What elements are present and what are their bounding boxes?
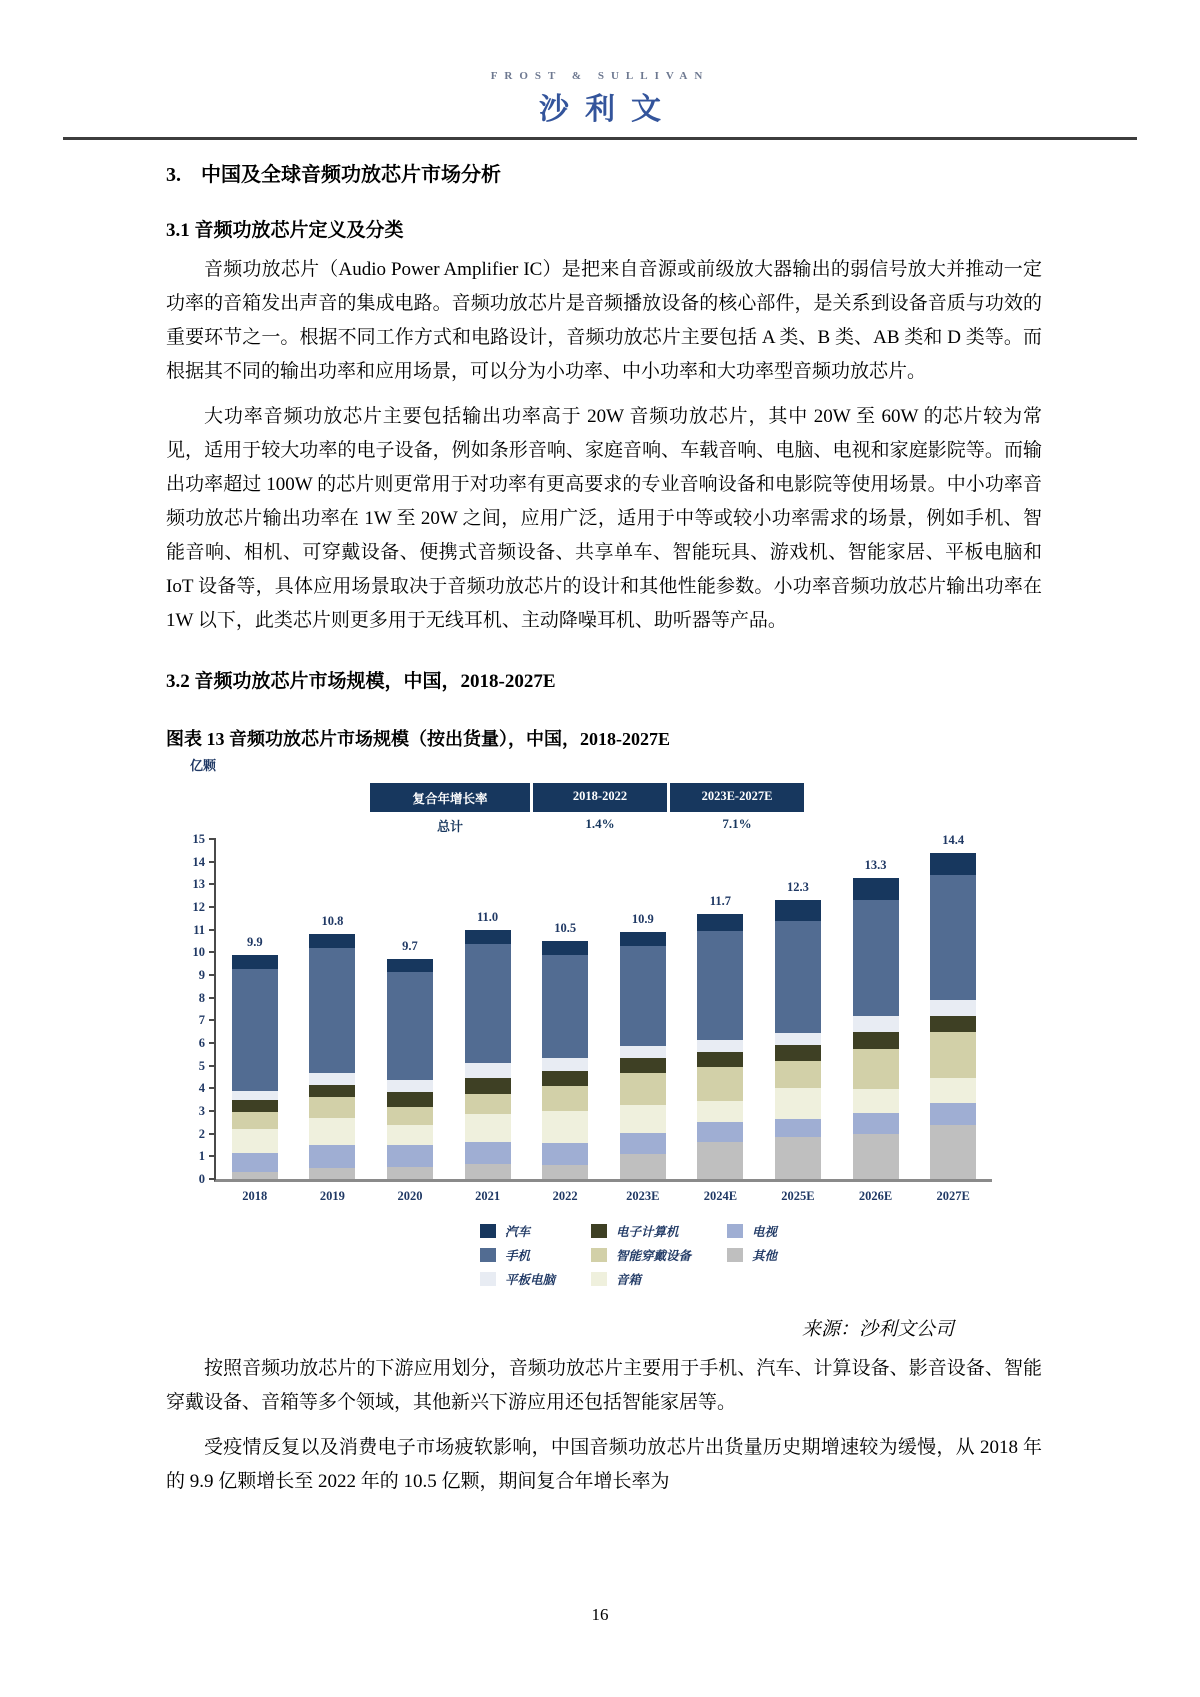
bar-segment-其他: [930, 1125, 976, 1179]
y-tick-label-1: 1: [198, 1149, 205, 1164]
stacked-bar-2019: [309, 934, 355, 1179]
cagr-table: [370, 783, 804, 835]
y-tick-mark: [209, 906, 216, 908]
legend-swatch-其他: [727, 1248, 743, 1262]
bar-2019: [294, 839, 372, 1179]
bar-total-label: 10.5: [554, 921, 577, 935]
bar-segment-电子计算机: [542, 1071, 588, 1086]
bar-segment-智能穿戴设备: [387, 1107, 433, 1125]
stacked-bar-2027E: [930, 853, 976, 1179]
bar-segment-其他: [465, 1164, 511, 1179]
bar-segment-其他: [620, 1154, 666, 1179]
y-tick-label-11: 11: [193, 922, 205, 937]
x-tick-label-2018: 2018: [242, 1189, 268, 1203]
bar-segment-音箱: [309, 1118, 355, 1145]
y-tick-label-2: 2: [198, 1126, 205, 1141]
y-tick-label-6: 6: [198, 1036, 205, 1050]
logo-main-text: 沙利文: [539, 93, 677, 126]
bar-segment-其他: [697, 1142, 743, 1179]
cagr-value-2023e-2027e: 7.1%: [722, 816, 752, 831]
page-number: 16: [591, 1605, 609, 1624]
bar-segment-汽车: [853, 878, 899, 901]
legend-label: 智能穿戴设备: [616, 1249, 692, 1263]
bar-segment-手机: [542, 955, 588, 1058]
legend-item-电视: [727, 1222, 777, 1240]
bar-segment-电视: [853, 1113, 899, 1133]
bar-2020: [371, 839, 449, 1179]
x-tick-label-2024E: 2024E: [703, 1189, 738, 1203]
y-tick-label-4: 4: [198, 1081, 205, 1096]
y-tick-label-9: 9: [198, 968, 205, 982]
page-content: [166, 158, 1042, 1499]
y-axis-unit-label: 亿颗: [190, 758, 217, 773]
bar-segment-电子计算机: [775, 1045, 821, 1061]
bar-segment-汽车: [620, 932, 666, 946]
bar-segment-电子计算机: [232, 1100, 278, 1112]
figure-title: 图表 13 音频功放芯片市场规模（按出货量），中国，2018-2027E: [166, 729, 670, 749]
stacked-bar-2020: [387, 959, 433, 1179]
legend-swatch-平板电脑: [480, 1272, 496, 1286]
legend-label: 汽车: [505, 1225, 531, 1239]
bar-segment-电子计算机: [930, 1016, 976, 1032]
paragraph-growth: 受疫情反复以及消费电子市场疲软影响，中国音频功放芯片出货量历史期增速较为缓慢，从 2018 年的 9.9 亿颗增长至 2022 年的 10.5 亿颗，期间复合年增长率为: [166, 1437, 1042, 1492]
legend-item-其他: [727, 1246, 777, 1264]
legend-label: 手机: [505, 1249, 531, 1263]
bar-segment-平板电脑: [853, 1016, 899, 1032]
y-tick-label-5: 5: [198, 1058, 205, 1073]
bar-segment-电视: [775, 1119, 821, 1137]
y-tick-mark: [209, 1110, 216, 1112]
bar-segment-手机: [309, 948, 355, 1073]
legend-swatch-音箱: [591, 1272, 607, 1286]
y-tick-label-14: 14: [192, 854, 205, 869]
bar-total-label: 11.7: [709, 893, 731, 908]
bar-segment-其他: [775, 1137, 821, 1179]
x-tick-label-2019: 2019: [319, 1189, 345, 1203]
source-note: 来源：沙利文公司: [801, 1319, 954, 1340]
y-tick-mark: [209, 1065, 216, 1067]
bar-segment-其他: [387, 1167, 433, 1179]
chart-legend: [480, 1222, 777, 1288]
cagr-header-row: [370, 783, 804, 812]
bar-segment-平板电脑: [465, 1063, 511, 1078]
x-axis-labels: [216, 1189, 992, 1204]
y-tick-label-12: 12: [192, 900, 205, 914]
bar-segment-手机: [853, 900, 899, 1016]
stacked-bar-2025E: [775, 900, 821, 1179]
plot-area: [214, 832, 992, 1182]
stacked-bar-2021: [465, 930, 511, 1179]
bar-2027E: [914, 832, 992, 1179]
y-tick-label-7: 7: [198, 1013, 205, 1028]
bar-segment-汽车: [387, 959, 433, 971]
legend-item-智能穿戴设备: [591, 1246, 691, 1264]
bar-segment-手机: [697, 931, 743, 1040]
x-tick-label-2022: 2022: [552, 1189, 578, 1203]
bar-segment-音箱: [775, 1088, 821, 1119]
bar-total-label: 11.0: [476, 909, 499, 924]
bar-segment-其他: [853, 1134, 899, 1179]
bar-segment-汽车: [542, 941, 588, 955]
bar-segment-智能穿戴设备: [465, 1094, 511, 1114]
bar-segment-电视: [620, 1133, 666, 1155]
bar-segment-电子计算机: [465, 1078, 511, 1094]
legend-label: 其他: [752, 1249, 778, 1263]
legend-item-汽车: [480, 1222, 555, 1240]
frost-sullivan-logo: [0, 70, 1200, 128]
bar-segment-电子计算机: [697, 1052, 743, 1067]
bar-segment-音箱: [465, 1114, 511, 1141]
bar-segment-智能穿戴设备: [309, 1097, 355, 1117]
subsection-title-market-size: 3.2 音频功放芯片市场规模，中国，2018-2027E: [166, 671, 556, 692]
legend-swatch-手机: [480, 1248, 496, 1262]
market-size-chart: [180, 751, 992, 1288]
legend-swatch-智能穿戴设备: [591, 1248, 607, 1262]
bar-segment-手机: [620, 946, 666, 1047]
legend-item-电子计算机: [591, 1222, 691, 1240]
bar-segment-电视: [387, 1145, 433, 1167]
y-tick-mark: [209, 951, 216, 953]
y-tick-mark: [209, 1019, 216, 1021]
bar-segment-手机: [232, 969, 278, 1090]
bar-segment-智能穿戴设备: [930, 1032, 976, 1078]
bar-segment-手机: [775, 921, 821, 1033]
stacked-bar-2023E: [620, 932, 666, 1179]
bar-2026E: [837, 839, 915, 1179]
y-tick-label-10: 10: [192, 945, 205, 960]
bar-2018: [216, 839, 294, 1179]
cagr-row-label: 总计: [436, 819, 463, 834]
bar-2021: [449, 839, 527, 1179]
legend-item-音箱: [591, 1270, 691, 1288]
bar-segment-电视: [309, 1145, 355, 1168]
bar-segment-平板电脑: [309, 1073, 355, 1085]
legend-label: 电视: [752, 1225, 778, 1239]
y-tick-mark: [209, 929, 216, 931]
bar-segment-智能穿戴设备: [853, 1049, 899, 1090]
bar-2024E: [682, 839, 760, 1179]
plot-row: [180, 832, 992, 1186]
bar-total-label: 12.3: [787, 880, 809, 895]
bar-segment-音箱: [387, 1125, 433, 1145]
bar-segment-电视: [465, 1142, 511, 1165]
bar-segment-汽车: [697, 914, 743, 931]
bar-segment-电子计算机: [620, 1058, 666, 1073]
bar-segment-汽车: [309, 934, 355, 948]
bar-segment-智能穿戴设备: [232, 1112, 278, 1129]
y-tick-mark: [209, 1042, 216, 1044]
bar-segment-电视: [930, 1103, 976, 1125]
subsection-title-definition: 3.1 音频功放芯片定义及分类: [166, 220, 404, 241]
y-tick-mark: [209, 1155, 216, 1157]
bar-segment-智能穿戴设备: [620, 1073, 666, 1106]
bar-segment-平板电脑: [387, 1080, 433, 1091]
y-tick-label-8: 8: [198, 990, 205, 1005]
paragraph-definition-2: 大功率音频功放芯片主要包括输出功率高于 20W 音频功放芯片，其中 20W 至 60W 的芯片较为常见，适用于较大功率的电子设备，例如条形音响、家庭音响、车载音响、电脑、电视和家庭影院等。而输出功率超过 100W 的芯片则更常用于对功率有更高要求的专业音响设备和电影院等使用场景。中小功率音频功放芯片输出功率在 1W 至 20W 之间，应用广泛，适用于中等或较小功率需求的场景，例如手机、智能音响、相机、可穿戴设备、便携式音频设备、共享单车、智能玩具、游戏机、智能家居、平板电脑和 IoT 设备等，具体应用场景取决于音频功放芯片的设计和其他性能参数。小功率音频功放芯片输出功率在 1W 以下，此类芯片则更多用于无线耳机、主动降噪耳机、助听器等产品。: [166, 406, 1042, 631]
legend-swatch-电子计算机: [591, 1224, 607, 1238]
x-tick-label-2026E: 2026E: [858, 1189, 893, 1203]
bar-segment-电子计算机: [387, 1092, 433, 1107]
bar-segment-音箱: [542, 1111, 588, 1143]
legend-label: 音箱: [616, 1273, 642, 1287]
bar-segment-音箱: [232, 1129, 278, 1153]
x-tick-label-2021: 2021: [475, 1189, 501, 1203]
y-tick-mark: [209, 883, 216, 885]
cagr-value-2018-2022: 1.4%: [585, 816, 615, 831]
y-tick-mark: [209, 974, 216, 976]
bar-2022: [526, 839, 604, 1179]
bar-segment-手机: [465, 944, 511, 1063]
y-tick-mark: [209, 1178, 216, 1180]
bar-total-label: 10.8: [321, 914, 344, 929]
bar-segment-平板电脑: [775, 1033, 821, 1045]
x-tick-label-2025E: 2025E: [781, 1189, 815, 1203]
bar-segment-音箱: [930, 1078, 976, 1103]
y-tick-label-15: 15: [192, 832, 205, 846]
bar-segment-其他: [542, 1165, 588, 1179]
bar-segment-电视: [697, 1122, 743, 1141]
bar-total-label: 13.3: [864, 857, 887, 872]
cagr-value-row: [370, 816, 804, 835]
bar-segment-平板电脑: [697, 1040, 743, 1052]
stacked-bar-2022: [542, 941, 588, 1179]
bar-segment-汽车: [465, 930, 511, 945]
bar-segment-智能穿戴设备: [697, 1067, 743, 1101]
legend-label: 平板电脑: [505, 1273, 556, 1287]
bar-segment-电子计算机: [309, 1085, 355, 1097]
y-tick-label-0: 0: [198, 1172, 205, 1186]
y-tick-mark: [209, 861, 216, 863]
x-tick-label-2023E: 2023E: [626, 1189, 660, 1203]
y-tick-mark: [209, 997, 216, 999]
bar-segment-电视: [232, 1153, 278, 1172]
y-tick-mark: [209, 838, 216, 840]
bar-total-label: 9.7: [402, 939, 418, 954]
bar-segment-智能穿戴设备: [542, 1086, 588, 1111]
cagr-header-2023e-2027e: 2023E-2027E: [670, 783, 804, 812]
header-divider: [63, 137, 1137, 140]
legend-label: 电子计算机: [616, 1225, 679, 1239]
y-tick-mark: [209, 1133, 216, 1135]
bar-segment-音箱: [853, 1089, 899, 1113]
bar-segment-平板电脑: [930, 1000, 976, 1016]
bar-segment-汽车: [930, 853, 976, 876]
legend-swatch-汽车: [480, 1224, 496, 1238]
y-tick-label-13: 13: [192, 877, 205, 892]
y-tick-label-3: 3: [198, 1104, 205, 1118]
bar-segment-汽车: [232, 955, 278, 970]
stacked-bar-2018: [232, 955, 278, 1179]
bar-segment-汽车: [775, 900, 821, 920]
bar-total-label: 9.9: [246, 934, 263, 949]
legend-item-手机: [480, 1246, 555, 1264]
paragraph-definition-1: 音频功放芯片（Audio Power Amplifier IC）是把来自音源或前级放大器输出的弱信号放大并推动一定功率的音箱发出声音的集成电路。音频功放芯片是音频播放设备的核心部件，是关系到设备音质与功效的重要环节之一。根据不同工作方式和电路设计，音频功放芯片主要包括 A 类、B 类、AB 类和 D 类等。而根据其不同的输出功率和应用场景，可以分为小功率、中小功率和大功率型音频功放芯片。: [166, 259, 1042, 382]
document-header: [0, 0, 1200, 140]
bar-segment-电视: [542, 1143, 588, 1166]
x-tick-label-2020: 2020: [397, 1189, 423, 1203]
legend-item-平板电脑: [480, 1270, 555, 1288]
chart-header: [180, 751, 992, 839]
bar-segment-手机: [930, 875, 976, 1000]
bar-segment-手机: [387, 972, 433, 1081]
y-tick-mark: [209, 1087, 216, 1089]
bar-segment-电子计算机: [853, 1032, 899, 1049]
cagr-header-2018-2022: 2018-2022: [533, 783, 667, 812]
bar-total-label: 14.4: [942, 832, 965, 847]
bar-total-label: 10.9: [631, 911, 654, 926]
bar-segment-其他: [232, 1172, 278, 1179]
cagr-header-label: 复合年增长率: [370, 783, 530, 812]
bar-segment-其他: [309, 1168, 355, 1179]
paragraph-applications: 按照音频功放芯片的下游应用划分，音频功放芯片主要用于手机、汽车、计算设备、影音设备、智能穿戴设备、音箱等多个领域，其他新兴下游应用还包括智能家居等。: [166, 1358, 1042, 1413]
bar-segment-平板电脑: [232, 1091, 278, 1100]
y-axis-ticks: [180, 832, 214, 1186]
bar-segment-音箱: [697, 1101, 743, 1123]
bar-segment-平板电脑: [620, 1046, 666, 1057]
bar-segment-智能穿戴设备: [775, 1061, 821, 1088]
stacked-bar-2024E: [697, 914, 743, 1179]
legend-swatch-电视: [727, 1224, 743, 1238]
x-tick-label-2027E: 2027E: [936, 1189, 970, 1203]
bar-segment-平板电脑: [542, 1058, 588, 1072]
bar-2023E: [604, 839, 682, 1179]
bar-2025E: [759, 839, 837, 1179]
stacked-bar-2026E: [853, 878, 899, 1179]
logo-top-text: FROST & SULLIVAN: [490, 70, 710, 82]
bar-segment-音箱: [620, 1105, 666, 1132]
section-title: 3. 中国及全球音频功放芯片市场分析: [166, 164, 501, 186]
